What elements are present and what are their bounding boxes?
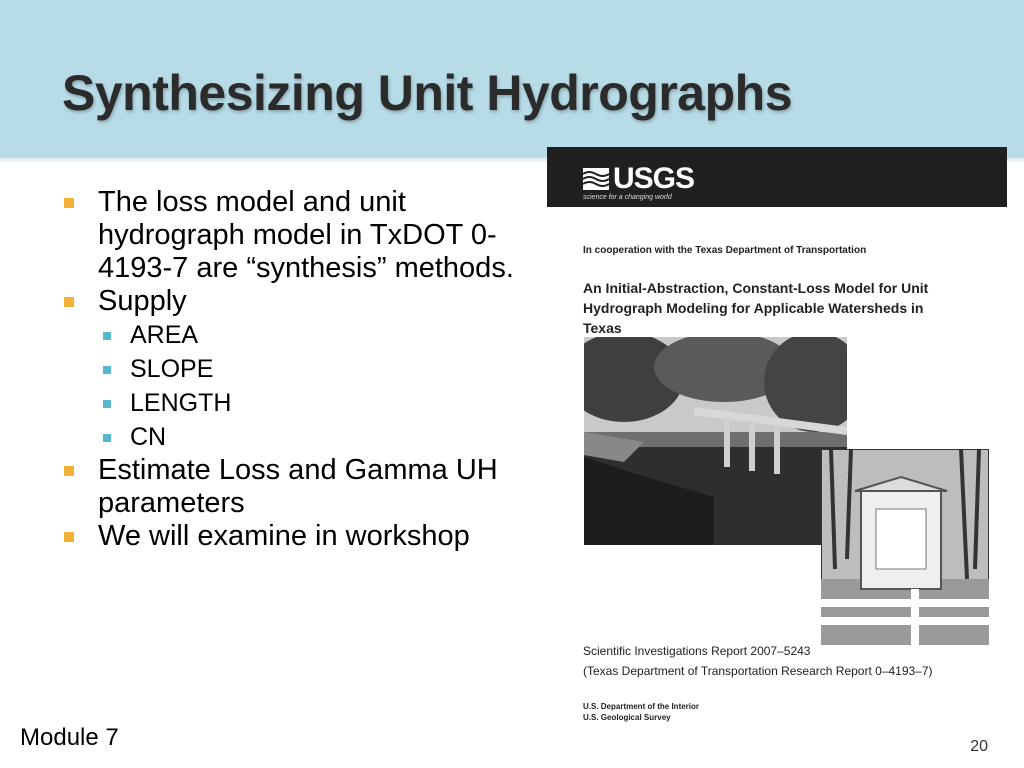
marker-photo bbox=[821, 449, 989, 645]
usgs-logo bbox=[583, 162, 694, 196]
agency-line: U.S. Geological Survey bbox=[583, 713, 671, 722]
report-series-alt: (Texas Department of Transportation Research Report 0–4193–7) bbox=[583, 664, 933, 678]
bridge-photo bbox=[584, 337, 847, 545]
slide-title: Synthesizing Unit Hydrographs bbox=[62, 65, 793, 121]
report-cover-image bbox=[547, 147, 1007, 737]
bullet-synthesis: The loss model and unit hydrograph model in TxDOT 0-4193-7 are “synthesis” methods. bbox=[62, 186, 522, 285]
sub-bullet-length: LENGTH bbox=[62, 386, 522, 420]
usgs-wave-icon bbox=[583, 168, 609, 190]
sub-bullet-area: AREA bbox=[62, 318, 522, 352]
bullet-estimate: Estimate Loss and Gamma UH parameters bbox=[62, 454, 522, 520]
usgs-tagline: science for a changing world bbox=[583, 194, 672, 201]
bullet-supply: Supply bbox=[62, 285, 522, 318]
cooperation-line: In cooperation with the Texas Department of Transportation bbox=[583, 245, 867, 256]
report-title: An Initial-Abstraction, Constant-Loss Model for Unit Hydrograph Modeling for Applicable Watersheds in Texas bbox=[583, 280, 929, 336]
sub-bullet-slope: SLOPE bbox=[62, 352, 522, 386]
bullet-list bbox=[62, 186, 522, 553]
usgs-logo-text: USGS bbox=[613, 162, 695, 195]
sub-bullet-cn: CN bbox=[62, 420, 522, 454]
department-line: U.S. Department of the Interior bbox=[583, 702, 700, 711]
slide-number: 20 bbox=[970, 738, 988, 755]
report-series: Scientific Investigations Report 2007–5243 bbox=[583, 644, 811, 658]
bullet-workshop: We will examine in workshop bbox=[62, 520, 522, 553]
footer-module-label: Module 7 bbox=[20, 724, 119, 751]
